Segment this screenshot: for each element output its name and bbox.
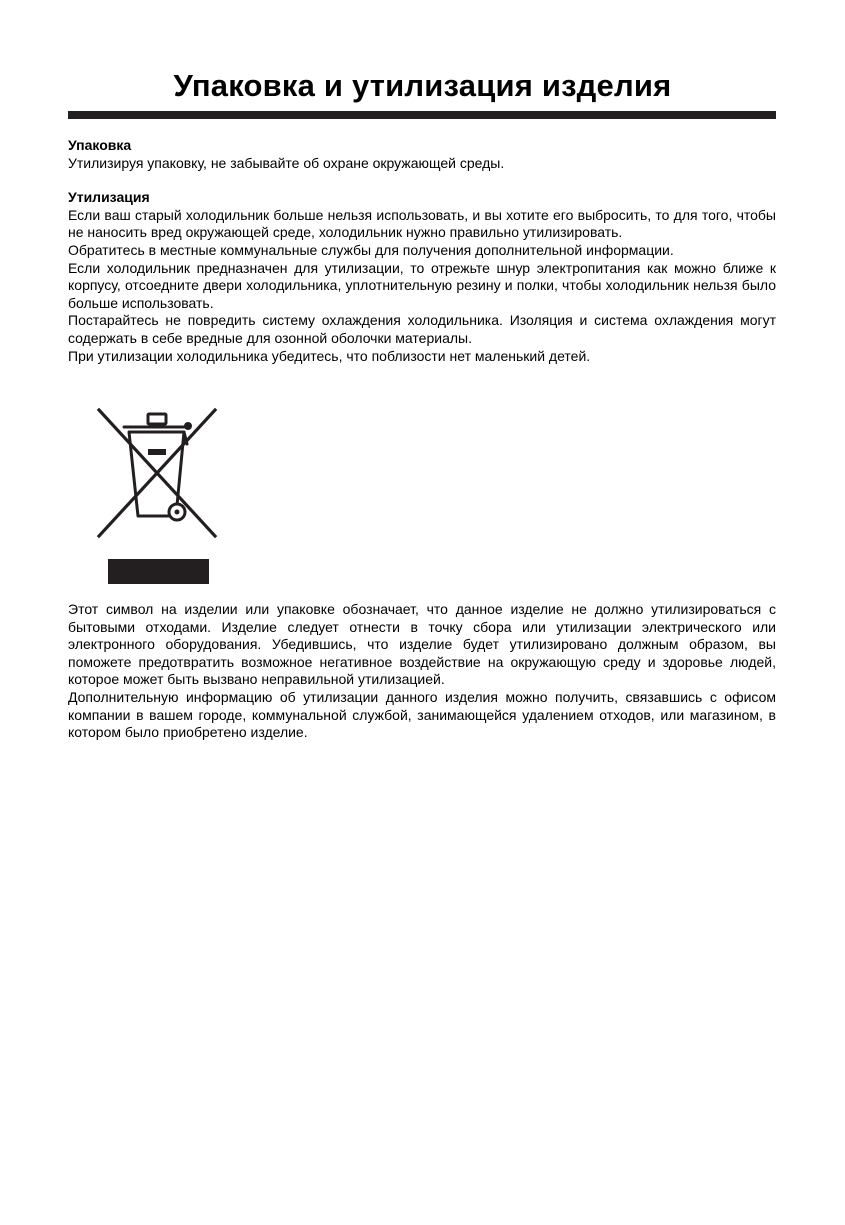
- page-title: Упаковка и утилизация изделия: [173, 68, 672, 103]
- section-spacer: [68, 172, 776, 189]
- weee-paragraph-2: Дополнительную информацию об утилизации данного изделия можно получить, связавшись с офисом компании в вашем городе, коммунальной службой, занимающейся удалением отходов, или магазином, в котором было приобретено изделие.: [68, 688, 776, 741]
- disposal-paragraph-5: При утилизации холодильника убедитесь, что поблизости нет маленький детей.: [68, 347, 591, 364]
- disposal-paragraph-2: Обратитесь в местные коммунальные службы для получения дополнительной информации.: [68, 241, 674, 258]
- packaging-text: Утилизируя упаковку, не забывайте об охране окружающей среды.: [68, 154, 505, 171]
- disposal-paragraph-4: Постарайтесь не повредить систему охлаждения холодильника. Изоляция и система охлаждения могут содержать в себе вредные для озонной оболочки материалы.: [68, 312, 776, 346]
- packaging-section: [68, 137, 776, 172]
- disposal-paragraph-3: Если холодильник предназначен для утилизации, то отрежьте шнур электропитания как можно ближе к корпусу, отсоедните двери холодильника, уплотнительную резину и полки, чтобы холодильник нельзя было больше использовать.: [68, 259, 776, 311]
- disposal-heading: Утилизация: [68, 189, 150, 206]
- packaging-heading: Упаковка: [68, 137, 132, 153]
- weee-text: [68, 601, 776, 742]
- disposal-paragraph-1: Если ваш старый холодильник больше нельзя использовать, и вы хотите его выбросить, то для того, чтобы не наносить вред окружающей среде, холодильник нужно правильно утилизировать.: [68, 206, 776, 241]
- weee-paragraph-1: Этот символ на изделии или упаковке обозначает, что данное изделие не должно утилизироваться с бытовыми отходами. Изделие следует отнести в точку сбора или утилизации электрического или электронного оборудования. Убедившись, что изделие будет утилизировано должным образом, вы поможете предотвратить возможное негативное воздействие на окружающую среду и здоровье людей, которое может быть вызвано неправильной утилизацией.: [68, 601, 776, 688]
- weee-solid-bar: [108, 559, 209, 584]
- crossed-out-wheelie-bin-icon: [96, 406, 218, 540]
- disposal-section: [68, 189, 776, 365]
- main-text: [68, 137, 776, 365]
- title-underline: [68, 111, 776, 119]
